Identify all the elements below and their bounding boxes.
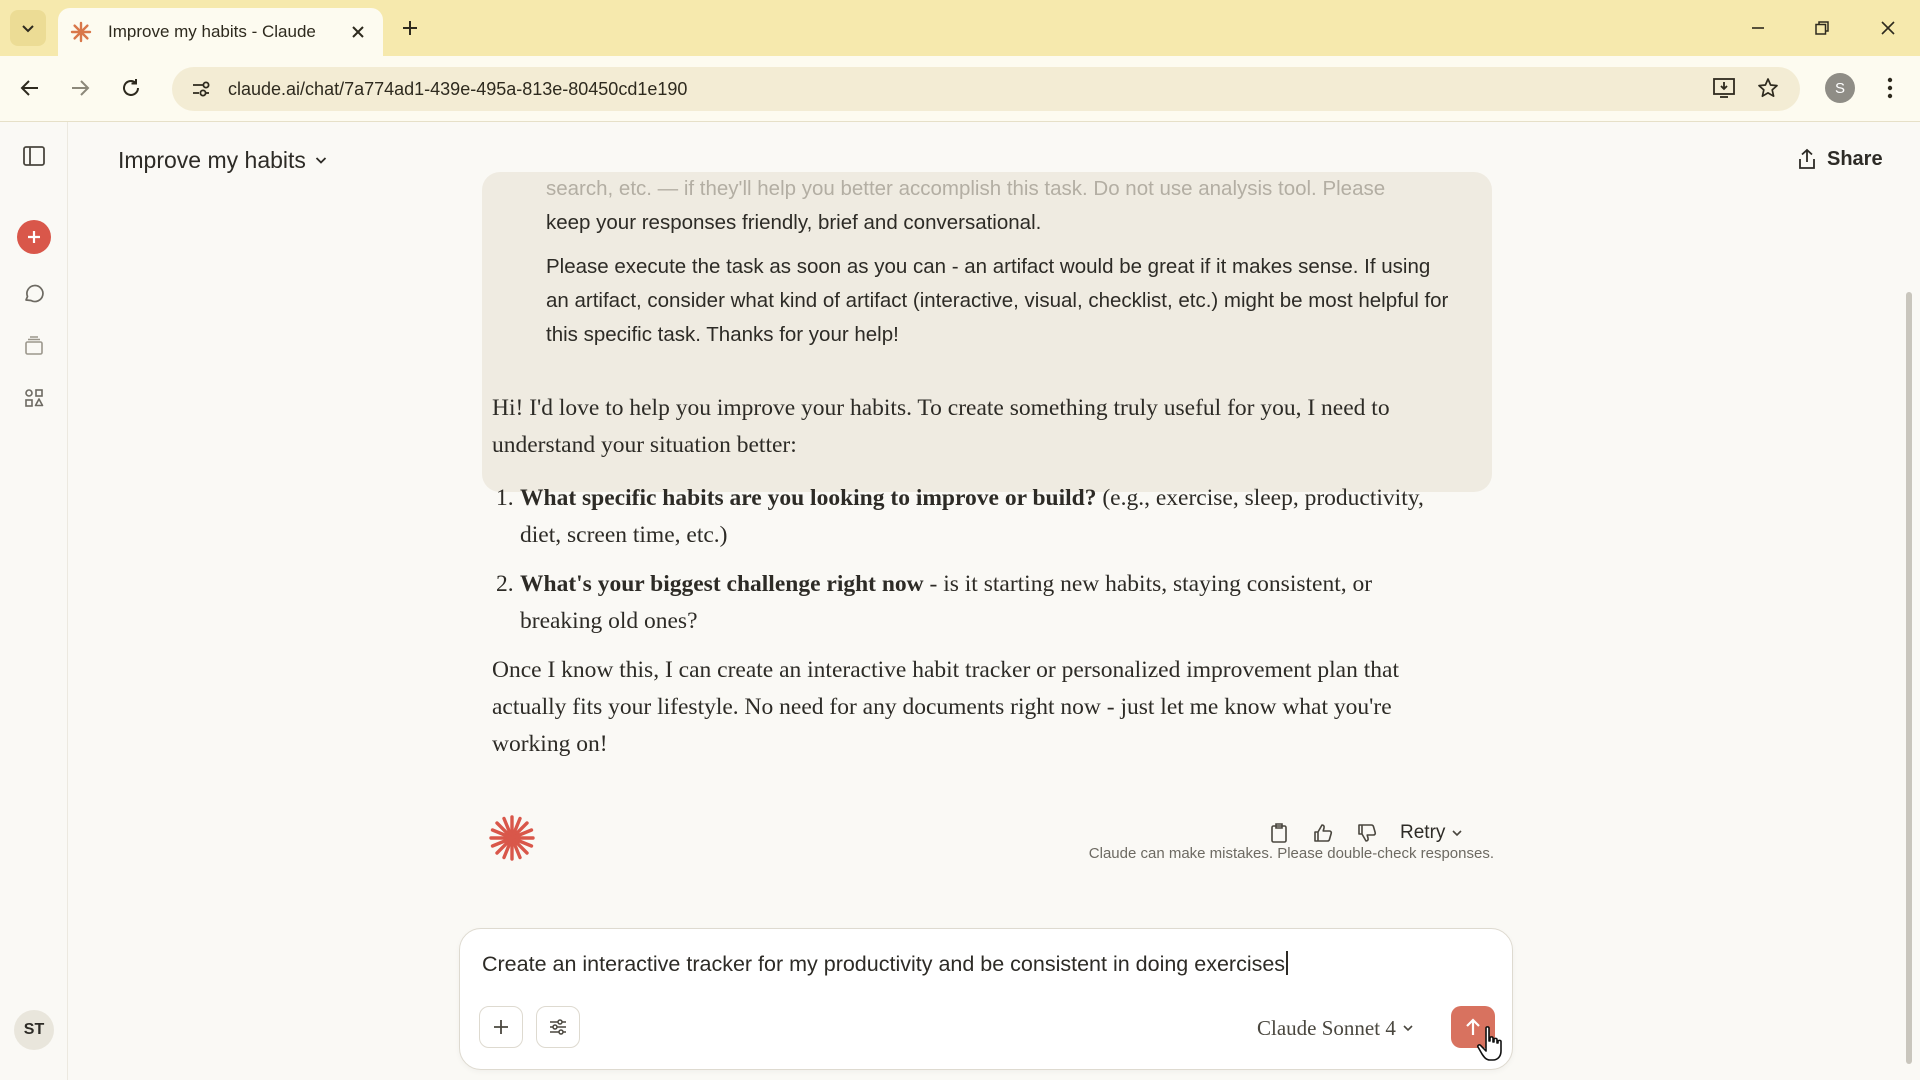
message-composer[interactable] [459, 928, 1513, 1070]
question-item [492, 480, 1452, 554]
hand-cursor-icon [1476, 1024, 1506, 1064]
retry-label: Retry [1400, 822, 1446, 843]
restore-icon [1814, 20, 1830, 36]
share-icon [1797, 148, 1817, 170]
model-name: Claude Sonnet 4 [1257, 1015, 1396, 1040]
chevron-down-icon [1451, 827, 1463, 839]
chat-scrollbar[interactable] [1906, 292, 1912, 1064]
reload-button[interactable] [113, 70, 149, 106]
thumbs-down-icon [1356, 822, 1378, 844]
close-icon [1880, 20, 1896, 36]
install-icon [1712, 76, 1736, 100]
new-chat-button[interactable] [17, 220, 51, 254]
tab-title: Improve my habits - Claude [108, 22, 316, 41]
user-message-paragraph: Please execute the task as soon as you can - an artifact would be great if it makes sense. If using an artifact, consider what kind of artifact (interactive, visual, checklist, etc.) might be most helpful for this specific task. Thanks for your help! [546, 255, 1449, 346]
user-message-line: keep your responses friendly, brief and conversational. [546, 211, 1042, 234]
address-bar[interactable] [172, 67, 1800, 111]
browser-tab-bar [0, 0, 1920, 56]
conversation-title-button[interactable] [118, 142, 328, 178]
chevron-down-icon [21, 21, 35, 35]
composer-input[interactable] [482, 951, 1288, 977]
question-item [492, 566, 1452, 640]
question-list [492, 480, 1452, 640]
sidebar-toggle-button[interactable] [14, 136, 54, 176]
window-restore-button[interactable] [1800, 8, 1844, 48]
question-number: 1. [496, 485, 514, 511]
assistant-closing: Once I know this, I can create an interactive habit tracker or personalized improvement plan that actually fits your lifestyle. No need for any documents right now - just let me know what you're working on! [492, 657, 1399, 757]
claude-logo [488, 814, 536, 862]
profile-avatar[interactable]: S [1825, 73, 1855, 103]
copy-icon [1269, 822, 1289, 844]
tab-close-button[interactable] [345, 19, 371, 45]
minimize-icon [1750, 20, 1766, 36]
share-button[interactable] [1797, 140, 1883, 178]
window-close-button[interactable] [1866, 8, 1910, 48]
install-app-button[interactable] [1706, 70, 1742, 106]
chats-icon [22, 282, 46, 306]
forward-button[interactable] [62, 70, 98, 106]
bookmark-button[interactable] [1750, 70, 1786, 106]
new-chat-icon [26, 229, 42, 245]
conversation-title: Improve my habits [118, 146, 306, 173]
disclaimer-text: Claude can make mistakes. Please double-check responses. [1088, 845, 1494, 862]
tools-button[interactable] [536, 1006, 580, 1048]
composer-text: Create an interactive tracker for my productivity and be consistent in doing exercises [482, 952, 1286, 976]
tools-icon [548, 1018, 568, 1036]
text-caret [1286, 951, 1288, 975]
question-number: 2. [496, 571, 514, 597]
artifacts-icon [23, 387, 45, 409]
sidebar-toggle-icon [22, 145, 46, 167]
back-button[interactable] [12, 70, 48, 106]
sidebar-chats-button[interactable] [14, 274, 54, 314]
sidebar-artifacts-button[interactable] [14, 378, 54, 418]
browser-toolbar [0, 56, 1920, 122]
browser-menu-button[interactable] [1872, 70, 1908, 106]
assistant-message [492, 390, 1452, 779]
share-label: Share [1827, 147, 1883, 170]
site-info-button[interactable] [186, 74, 216, 104]
browser-tab-active[interactable] [58, 8, 383, 56]
thumbs-up-icon [1312, 822, 1334, 844]
url-text[interactable]: claude.ai/chat/7a774ad1-439e-495a-813e-80450cd1e190 [228, 78, 688, 99]
question-rest: (e.g., exercise, sleep, productivity, diet, screen time, etc.) [520, 485, 1424, 548]
sidebar [0, 122, 68, 1080]
new-tab-button[interactable] [394, 12, 426, 44]
close-icon [351, 25, 365, 39]
chevron-down-icon [1402, 1022, 1414, 1034]
chevron-down-icon [314, 153, 328, 167]
claude-app [0, 122, 1920, 1080]
plus-icon [401, 19, 419, 37]
question-bold: What's your biggest challenge right now [520, 571, 924, 597]
plus-icon [492, 1018, 510, 1036]
window-minimize-button[interactable] [1736, 8, 1780, 48]
kebab-icon [1887, 77, 1893, 99]
question-rest: - is it starting new habits, staying consistent, or breaking old ones? [520, 571, 1373, 634]
sidebar-projects-button[interactable] [14, 326, 54, 366]
back-icon [19, 77, 41, 99]
claude-favicon-icon [70, 21, 92, 43]
reload-icon [120, 77, 142, 99]
site-info-icon [191, 79, 211, 99]
star-icon [1757, 77, 1779, 99]
assistant-intro: Hi! I'd love to help you improve your habits. To create something truly useful for you, I need to understand your situation better: [492, 395, 1390, 458]
user-avatar[interactable]: ST [14, 1010, 54, 1050]
forward-icon [69, 77, 91, 99]
attach-button[interactable] [479, 1006, 523, 1048]
retry-button[interactable] [1400, 822, 1463, 844]
projects-icon [23, 335, 45, 357]
user-message-faded-line: search, etc. — if they'll help you better accomplish this task. Do not use analysis tool. Please [546, 177, 1386, 200]
model-selector[interactable] [1257, 1011, 1414, 1045]
question-bold: What specific habits are you looking to improve or build? [520, 485, 1097, 511]
tab-search-button[interactable] [10, 10, 46, 46]
